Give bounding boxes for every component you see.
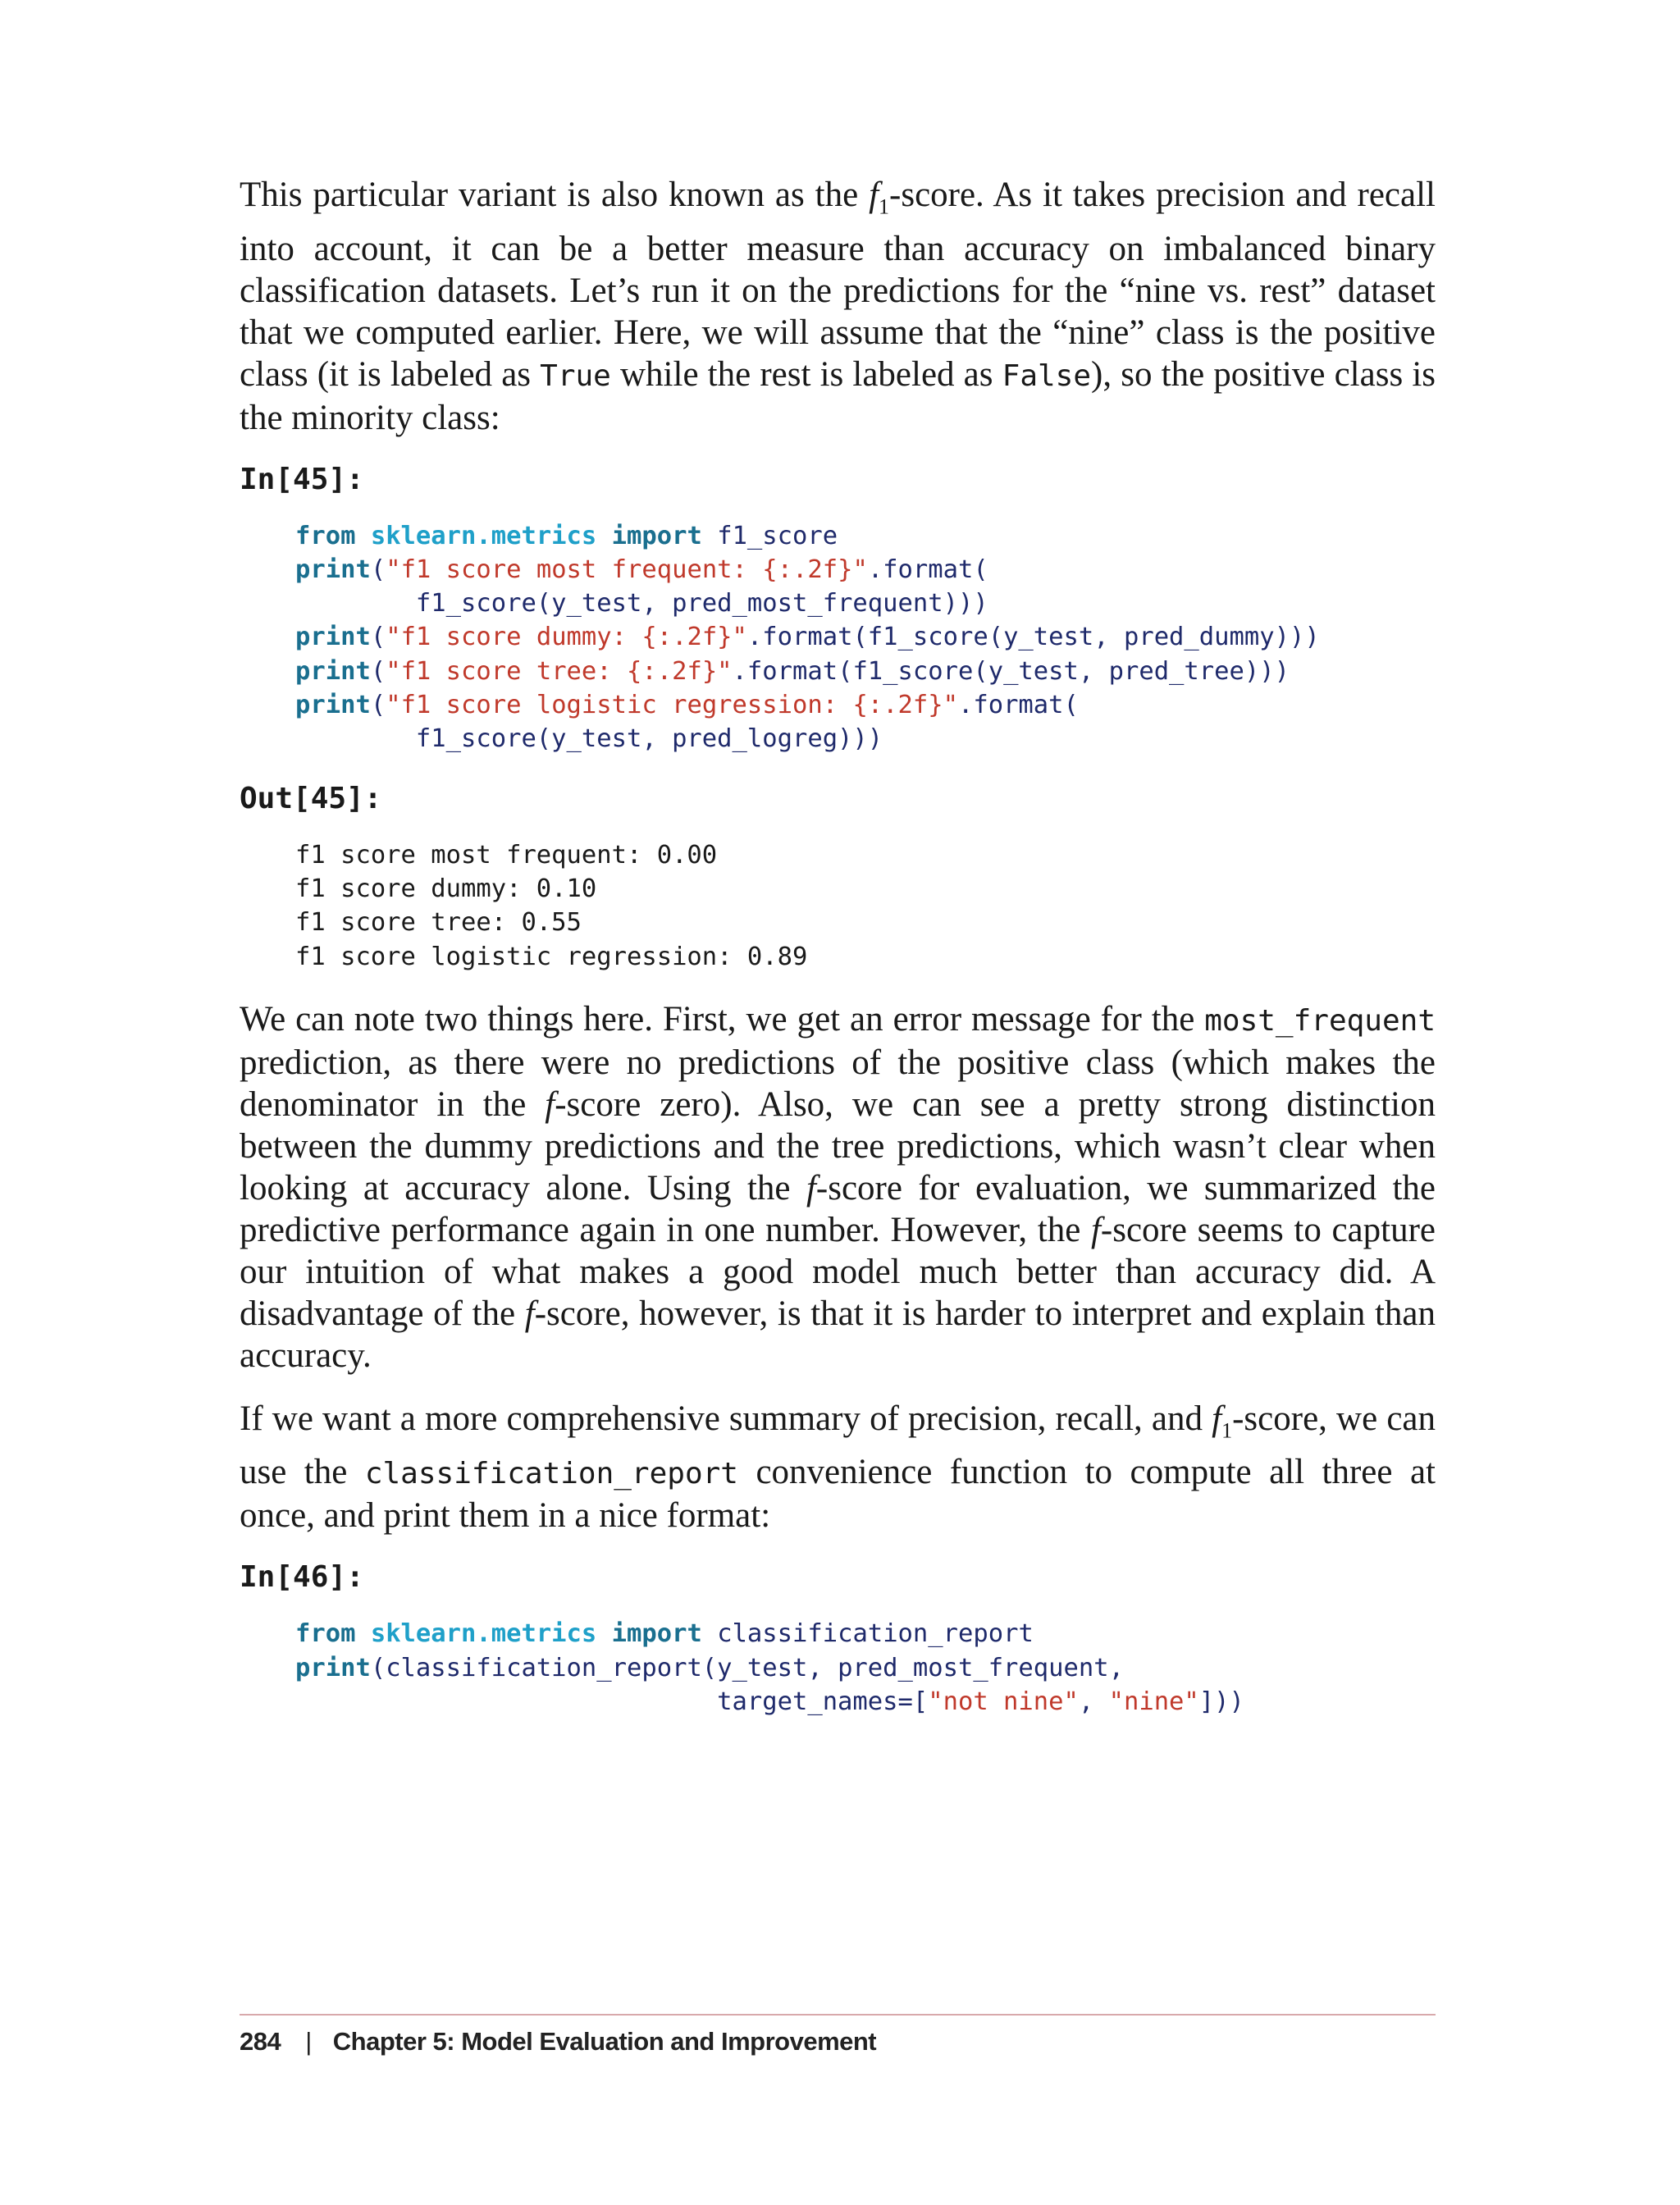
f-symbol: f (545, 1084, 555, 1124)
keyword: print (295, 555, 371, 584)
code-text: target_names=[ (295, 1687, 929, 1717)
subscript: 1 (1221, 1418, 1233, 1443)
module-name: sklearn.metrics (370, 1619, 597, 1649)
intro-paragraph (240, 174, 1436, 439)
page-footer (240, 2014, 1436, 2057)
output-line: f1 score tree: 0.55 (295, 908, 582, 938)
string-literal: "not nine" (928, 1687, 1079, 1717)
text-run: This particular variant is also known as the (240, 176, 870, 214)
keyword: from (295, 521, 356, 550)
page-body (240, 174, 1436, 1743)
code-text: .format(f1_score(y_test, pred_tree))) (732, 656, 1290, 686)
f-symbol: f (524, 1294, 535, 1333)
string-literal: "nine" (1108, 1687, 1199, 1717)
page-number: 284 (240, 2027, 281, 2056)
f-symbol: f (806, 1168, 816, 1208)
code-text: , (1078, 1687, 1109, 1717)
string-literal: "f1 score tree: {:.2f}" (386, 656, 733, 686)
code-text: f1_score (701, 521, 838, 550)
text-run: convenience function to compute all three at once, and print them in a nice format: (240, 1453, 1436, 1536)
output-line: f1 score dummy: 0.10 (295, 874, 597, 903)
string-literal: "f1 score most frequent: {:.2f}" (386, 555, 868, 584)
code-text: ( (370, 555, 386, 584)
code-text: (classification_report(y_test, pred_most_frequent, (370, 1653, 1124, 1682)
out-45-label: Out[45]: (240, 781, 382, 815)
subscript: 1 (879, 194, 890, 219)
text-run: -score zero). Also, we can see a pretty strong distinction between the dummy predictions and the tree predictions, which wasn’t clear when looking at accuracy alone. Using the (240, 1084, 1436, 1208)
inline-code-true: True (540, 358, 611, 393)
code-text: .format(f1_score(y_test, pred_dummy))) (746, 623, 1320, 652)
code-text: ( (370, 623, 386, 652)
f-symbol: f (869, 176, 879, 214)
code-text: .format( (867, 555, 988, 584)
text-run: prediction, as there were no predictions of the positive class (which makes the denominator in the (240, 1043, 1436, 1124)
text-run: ), so the positive class is the minority class: (240, 354, 1436, 437)
code-text: ( (370, 691, 386, 720)
keyword: print (295, 1653, 371, 1682)
text-run: while the rest is labeled as (610, 354, 1002, 394)
code-text: f1_score(y_test, pred_logreg))) (295, 724, 883, 754)
code-text: classification_report (701, 1619, 1034, 1649)
discussion-paragraph (240, 998, 1436, 1376)
code-text: ( (370, 656, 386, 686)
code-block-45 (295, 519, 1436, 756)
text-run: -score, we can use the (240, 1399, 1436, 1492)
text-run: -score, however, is that it is harder to interpret and explain than accuracy. (240, 1294, 1436, 1375)
keyword: print (295, 623, 371, 652)
in-46-label: In[46]: (240, 1560, 364, 1595)
text-run: -score seems to capture our intuition of what makes a good model much better than accuracy did. A disadvantage of the (240, 1210, 1436, 1333)
keyword: from (295, 1619, 356, 1649)
keyword: print (295, 656, 371, 686)
f-symbol: f (1090, 1210, 1101, 1249)
code-text: f1_score(y_test, pred_most_frequent))) (295, 589, 988, 619)
chapter-title: Chapter 5: Model Evaluation and Improvement (332, 2027, 877, 2056)
output-block-45 (295, 838, 1436, 974)
string-literal: "f1 score logistic regression: {:.2f}" (386, 691, 958, 720)
output-line: f1 score most frequent: 0.00 (295, 840, 718, 870)
f-symbol: f (1212, 1399, 1222, 1438)
text-run: We can note two things here. First, we get an error message for the (240, 999, 1205, 1039)
output-line: f1 score logistic regression: 0.89 (295, 942, 808, 971)
string-literal: "f1 score dummy: {:.2f}" (386, 623, 747, 652)
keyword: print (295, 691, 371, 720)
inline-code-most-frequent: most_frequent (1204, 1003, 1436, 1038)
report-paragraph (240, 1398, 1436, 1537)
code-text: .format( (957, 691, 1079, 720)
footer-separator: | (305, 2027, 312, 2056)
text-run: If we want a more comprehensive summary of precision, recall, and (240, 1399, 1212, 1438)
in-45-label: In[45]: (240, 462, 364, 496)
text-run: -score. As it takes precision and recall into account, it can be a better measure than accuracy on imbalanced binary classification datasets. Let’s run it on the predictions for the “nine vs. rest” dataset that we computed earlier. Here, we will assume that the “nine” class is the positive class (it is labeled as (240, 176, 1436, 394)
inline-code-classification-report: classification_report (364, 1457, 738, 1491)
code-text: ])) (1198, 1687, 1244, 1717)
inline-code-false: False (1002, 358, 1092, 393)
keyword: import (611, 1619, 702, 1649)
keyword: import (611, 521, 702, 550)
text-run: -score for evaluation, we summarized the predictive performance again in one number. However, the (240, 1168, 1436, 1249)
module-name: sklearn.metrics (370, 521, 597, 550)
code-block-46 (295, 1617, 1436, 1719)
